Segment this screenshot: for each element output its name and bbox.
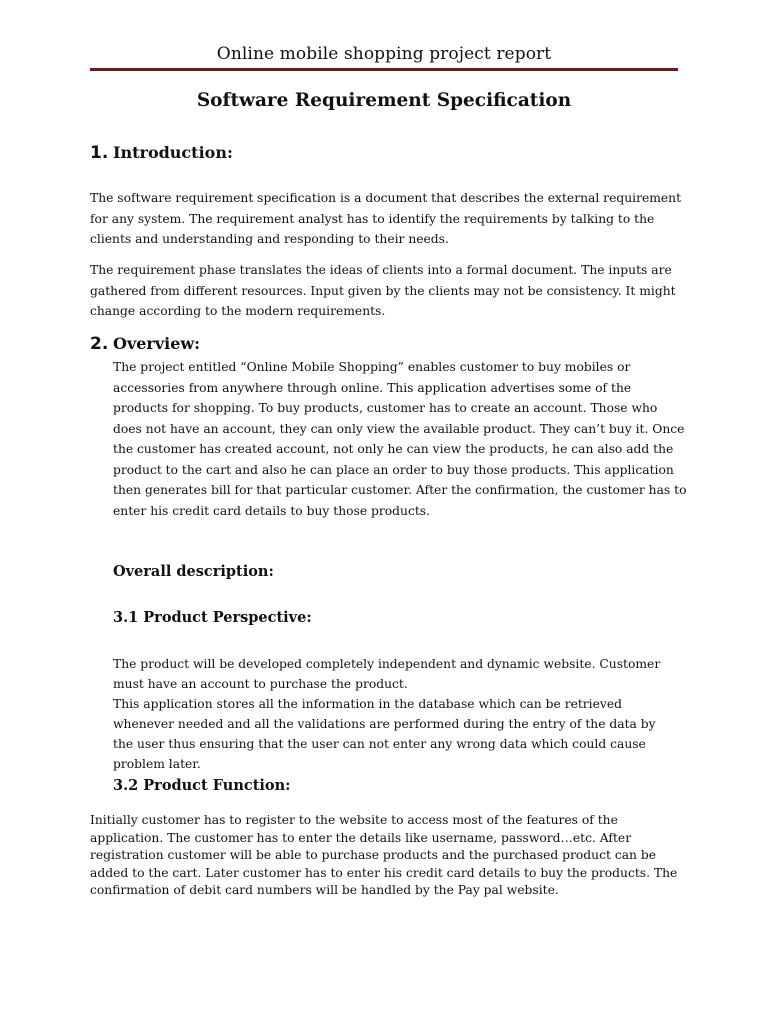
header-rule <box>90 68 678 71</box>
section-number: 1. <box>90 143 109 163</box>
intro-paragraph-1: The software requirement specification is a document that describes the external requirement for any system. The requirement analyst has to identify the requirements by talking to the clients and understanding and responding to their needs. <box>90 191 682 246</box>
product-perspective-paragraph-2: This application stores all the information in the database which can be retrieved whenever needed and all the validations are performed during the entry of the data by the user thus ensuring that the user can not enter any wrong data which could cause problem later. <box>113 697 656 771</box>
product-function-heading: 3.2 Product Function: <box>113 777 291 794</box>
section-title: Overview: <box>113 334 201 353</box>
product-perspective-paragraph-1: The product will be developed completely independent and dynamic website. Customer must have an account to purchase the product. <box>113 657 661 691</box>
section-1-heading <box>90 143 233 163</box>
section-2-heading <box>90 334 200 354</box>
product-perspective-heading: 3.1 Product Perspective: <box>113 609 312 626</box>
section-number: 2. <box>90 334 109 354</box>
intro-paragraph-2: The requirement phase translates the ideas of clients into a formal document. The inputs are gathered from different resources. Input given by the clients may not be consistency. It might change according to the modern requirements. <box>90 263 676 318</box>
document-title: Software Requirement Specification <box>196 90 572 111</box>
running-header: Online mobile shopping project report <box>216 44 552 64</box>
overview-paragraph: The project entitled “Online Mobile Shopping” enables customer to buy mobiles or accessories from anywhere through online. This application advertises some of the products for shopping. To buy products, customer has to create an account. Those who does not have an account, they can only view the available product. They can’t buy it. Once the customer has created account, not only he can view the products, he can also add the product to the cart and also he can place an order to buy those products. This application then generates bill for that particular customer. After the confirmation, the customer has to enter his credit card details to buy those products. <box>113 360 687 518</box>
overall-description-heading: Overall description: <box>113 563 274 580</box>
section-title: Introduction: <box>113 143 233 162</box>
product-function-paragraph: Initially customer has to register to the website to access most of the features of the application. The customer has to enter the details like username, password…etc. After registration customer will be able to purchase products and the purchased product can be added to the cart. Later customer has to enter his credit card details to buy the products. The confirmation of debit card numbers will be handled by the Pay pal website. <box>90 813 678 897</box>
